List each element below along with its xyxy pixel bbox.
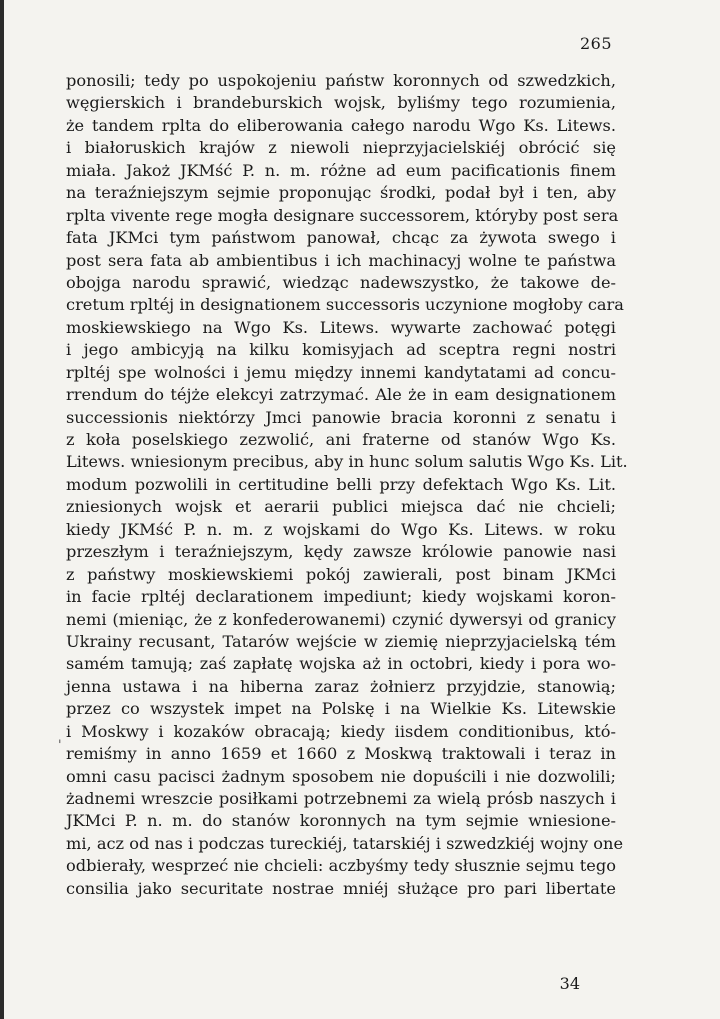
text-line: żadnemi wreszcie posiłkami potrzebnemi za wielą prósb naszych i — [66, 789, 616, 808]
text-line: odbierały, wesprzeć nie chcieli: aczbyśmy tedy słusznie sejmu tego — [66, 856, 616, 876]
text-line: nemi (mieniąc, że z konfederowanemi) czynić dywersyi od granicy — [66, 609, 616, 629]
text-line: moskiewskiego na Wgo Ks. Litews. wywarte zachować potęgi — [66, 317, 616, 337]
text-line: i Moskwy i kozaków obracają; kiedy iisdem conditionibus, któ- — [66, 721, 616, 741]
text-line: węgierskich i brandeburskich wojsk, byliśmy tego rozumienia, — [66, 93, 616, 113]
text-line: consilia jako securitate nostrae mniéj służące pro pari libertate — [66, 878, 616, 898]
text-line: przeszłym i teraźniejszym, kędy zawsze królowie panowie nasi — [66, 542, 616, 562]
text-line: remiśmy in anno 1659 et 1660 z Moskwą traktowali i teraz in — [66, 744, 616, 764]
text-line: fata JKMci tym państwom panował, chcąc za żywota swego i — [66, 228, 616, 248]
text-line: z państwy moskiewskiemi pokój zawierali, post binam JKMci — [66, 564, 616, 584]
text-line: post sera fata ab ambientibus i ich machinacyj wolne te państwa — [66, 250, 616, 270]
text-line: omni casu pacisci żadnym sposobem nie dopuścili i nie dozwolili; — [66, 766, 616, 786]
text-line: mi, acz od nas i podczas tureckiéj, tatarskiéj i szwedzkiéj wojny one — [66, 833, 624, 853]
text-line: miała. Jakoż JKMść P. n. m. różne ad eum pacificationis finem — [66, 160, 616, 180]
text-line: JKMci P. n. m. do stanów koronnych na tym sejmie wniesione- — [66, 811, 616, 831]
text-line: cretum rpltéj in designationem successoris uczynione mogłoby cara — [66, 295, 624, 315]
text-line: samém tamują; zaś zapłatę wojska aż in octobri, kiedy i pora wo- — [66, 654, 616, 674]
text-line: obojga narodu sprawić, wiedząc nadewszystko, że takowe de- — [66, 272, 616, 292]
page-edge — [0, 0, 4, 1019]
text-line: i białoruskich krajów z niewoli nieprzyjacielskiéj obrócić się — [66, 138, 616, 158]
text-line: Ukrainy recusant, Tatarów wejście w ziemię nieprzyjacielską tém — [66, 631, 616, 651]
body-text — [66, 70, 628, 900]
text-line: ponosili; tedy po uspokojeniu państw koronnych od szwedzkich, — [66, 71, 616, 90]
text-line: kiedy JKMść P. n. m. z wojskami do Wgo Ks. Litews. w roku — [66, 519, 616, 539]
text-line: na teraźniejszym sejmie proponując środki, podał był i ten, aby — [66, 183, 616, 203]
text-line: Litews. wniesionym precibus, aby in hunc solum salutis Wgo Ks. Lit. — [66, 452, 628, 472]
text-line: z koła poselskiego zezwolić, ani fraterne od stanów Wgo Ks. — [66, 430, 616, 449]
text-line: rplta vivente rege mogła designare successorem, któryby post sera — [66, 205, 619, 225]
text-line: rpltéj spe wolności i jemu między innemi kandytatami ad concu- — [66, 362, 616, 382]
text-line: modum pozwolili in certitudine belli przy defektach Wgo Ks. Lit. — [66, 474, 616, 494]
text-line: że tandem rplta do eliberowania całego narodu Wgo Ks. Litews. — [66, 115, 616, 135]
text-line: successionis niektórzy Jmci panowie bracia koronni z senatu i — [66, 407, 616, 427]
text-line: jenna ustawa i na hiberna zaraz żołnierz przyjdzie, stanowią; — [66, 676, 616, 696]
text-line: in facie rpltéj declarationem impediunt; kiedy wojskami koron- — [66, 587, 616, 607]
text-line: przez co wszystek impet na Polskę i na Wielkie Ks. Litewskie — [66, 699, 616, 719]
text-line: rrendum do téjże elekcyi zatrzymać. Ale że in eam designationem — [66, 385, 616, 405]
margin-mark: ' — [58, 738, 62, 753]
text-line: i jego ambicyją na kilku komisyjach ad sceptra regni nostri — [66, 340, 616, 360]
page-number: 265 — [579, 34, 612, 53]
text-line: zniesionych wojsk et aerarii publici miejsca dać nie chcieli; — [66, 497, 616, 517]
signature-mark: 34 — [559, 974, 580, 993]
